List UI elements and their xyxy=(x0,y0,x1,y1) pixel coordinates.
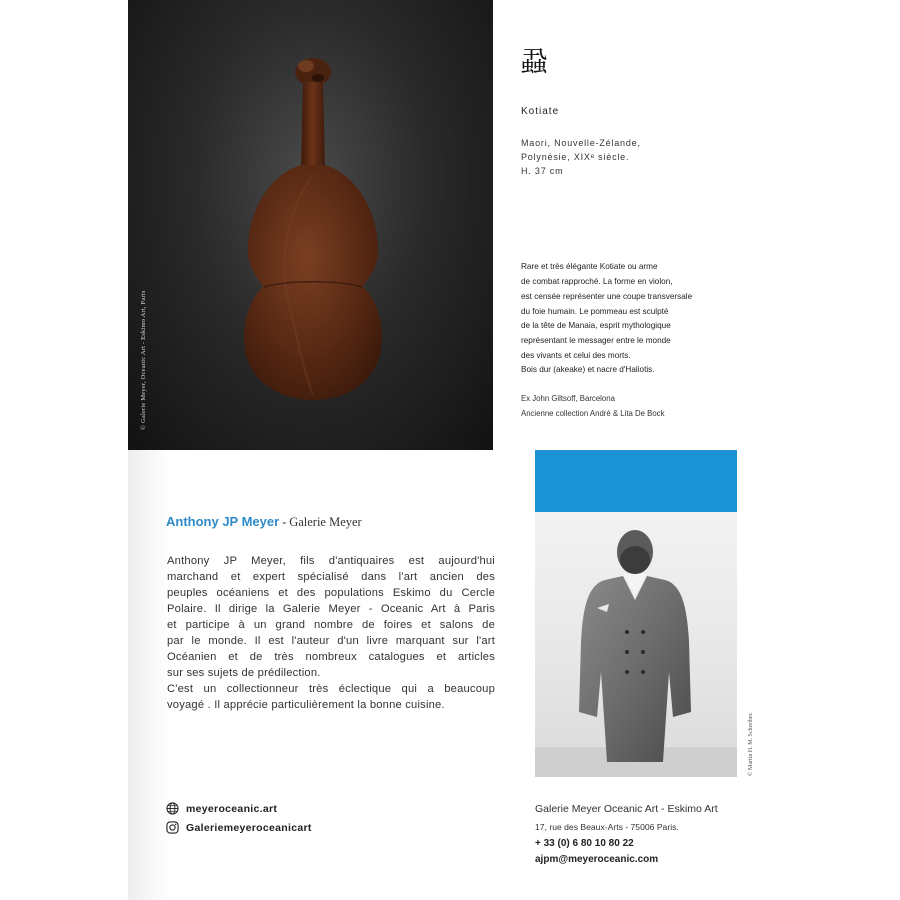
bio-line: Anthony JP Meyer, fils d'antiquaires est aujourd'hui xyxy=(167,555,495,567)
accent-band xyxy=(535,450,737,512)
bio-line: voyagé . Il apprécie particulièrement la bonne cuisine. xyxy=(167,699,445,711)
heading-separator: - xyxy=(279,515,290,529)
portrait-credit: © Martin H. M. Schreiber. xyxy=(748,712,754,776)
instagram-handle[interactable]: Galeriemeyeroceanicart xyxy=(186,821,312,834)
contact-gallery-name: Galerie Meyer Oceanic Art - Eskimo Art xyxy=(535,803,718,815)
portrait-illustration xyxy=(535,512,737,777)
bio-line: C'est un collectionneur très éclectique qui a beaucoup xyxy=(167,683,495,695)
bio-line: Océanien et de très nombreux catalogues et articles xyxy=(167,651,495,663)
kotiate-illustration xyxy=(128,0,493,450)
globe-icon xyxy=(166,802,179,815)
gallery-logo-icon: 蝨 xyxy=(520,45,549,78)
side-gradient-strip xyxy=(128,450,170,900)
description-line: du foie humain. Le pommeau est sculpté xyxy=(521,307,669,316)
bio-line: et participe à un grand nombre de foires et salons de xyxy=(167,619,495,631)
gallery-name: Galerie Meyer xyxy=(289,515,362,529)
contact-email[interactable]: ajpm@meyeroceanic.com xyxy=(535,854,659,865)
artwork-title: Kotiate xyxy=(521,106,560,117)
provenance-line: Ancienne collection André & Lita De Bock xyxy=(521,409,665,418)
instagram-icon xyxy=(166,821,179,834)
description-line: représentant le messager entre le monde xyxy=(521,336,671,345)
description-line: Bois dur (akeake) et nacre d'Haliotis. xyxy=(521,365,655,374)
website-row[interactable] xyxy=(166,802,277,815)
bio-heading xyxy=(166,513,362,531)
dealer-name: Anthony JP Meyer xyxy=(166,514,280,529)
contact-phone[interactable]: + 33 (0) 6 80 10 80 22 xyxy=(535,838,634,849)
description-line: est censée représenter une coupe transversale xyxy=(521,292,693,301)
description-line: de la tête de Manaia, esprit mythologique xyxy=(521,321,671,330)
artwork-period-line: Polynésie, XIXᵉ siècle. xyxy=(521,152,630,162)
artwork-origin-line: Maori, Nouvelle-Zélande, xyxy=(521,138,641,148)
description-line: des vivants et celui des morts. xyxy=(521,351,631,360)
portrait-photo xyxy=(535,512,737,777)
contact-address: 17, rue des Beaux-Arts - 75006 Paris. xyxy=(535,822,679,832)
bio-line: marchand et expert spécialisé dans l'art ancien des xyxy=(167,571,495,583)
bio-line: sur ses sujets de prédilection. xyxy=(167,667,321,679)
bio-line: peuples océaniens et des populations Eskimo du Cercle xyxy=(167,587,495,599)
description-line: Rare et très élégante Kotiate ou arme xyxy=(521,262,658,271)
instagram-row[interactable] xyxy=(166,821,312,834)
artwork-height-line: H. 37 cm xyxy=(521,166,564,176)
provenance-line: Ex John Giltsoff, Barcelona xyxy=(521,394,615,403)
bio-line: par le monde. Il est l'auteur d'un livre marquant sur l'art xyxy=(167,635,495,647)
artwork-photo xyxy=(128,0,493,450)
description-line: de combat rapproché. La forme en violon, xyxy=(521,277,673,286)
photo-credit: © Galerie Meyer, Oceanic Art - Eskimo Art, Paris xyxy=(140,290,147,430)
website-link[interactable]: meyeroceanic.art xyxy=(186,802,278,815)
bio-line: Polaire. Il dirige la Galerie Meyer - Oceanic Art à Paris xyxy=(167,603,495,615)
